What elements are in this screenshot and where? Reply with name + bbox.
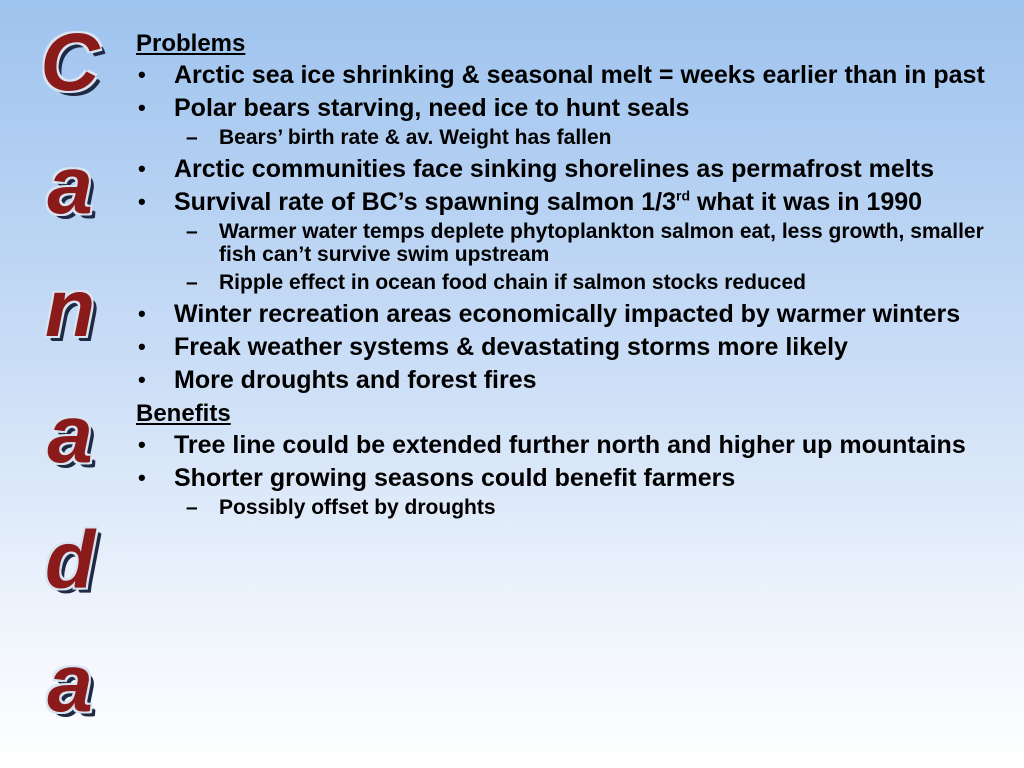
benefit-item — [136, 432, 986, 458]
problem-item — [136, 62, 986, 88]
problem-text-before: Survival rate of BC’s spawning salmon 1/3 — [174, 188, 677, 216]
ordinal-suffix: rd — [676, 187, 691, 204]
bullet-icon: • — [138, 62, 146, 87]
vertical-title-canada — [0, 0, 130, 768]
problem-item — [136, 367, 986, 393]
benefits-heading: Benefits — [136, 400, 231, 427]
problem-item — [136, 156, 986, 182]
benefit-item — [136, 465, 986, 491]
problem-text: Arctic sea ice shrinking & seasonal melt = weeks earlier than in past — [174, 61, 985, 89]
benefit-subitem — [136, 496, 986, 519]
benefit-subtext: Possibly offset by droughts — [219, 496, 496, 519]
problem-text: Freak weather systems & devastating storms more likely — [174, 333, 848, 361]
dash-icon: – — [186, 496, 198, 519]
bullet-icon: • — [138, 465, 146, 490]
problem-text: Polar bears starving, need ice to hunt seals — [174, 94, 690, 122]
title-letter: n — [44, 263, 96, 354]
bullet-icon: • — [138, 301, 146, 326]
problem-text: Arctic communities face sinking shorelines as permafrost melts — [174, 155, 934, 183]
problem-subitem — [136, 271, 986, 294]
title-letter: a — [47, 638, 93, 729]
problem-subtext: Bears’ birth rate & av. Weight has fallen — [219, 126, 612, 149]
dash-icon: – — [186, 126, 198, 149]
bullet-icon: • — [138, 334, 146, 359]
bullet-icon: • — [138, 367, 146, 392]
title-letter: a — [47, 389, 93, 480]
bullet-icon: • — [138, 432, 146, 457]
title-letter: a — [47, 140, 93, 231]
problem-item — [136, 334, 986, 360]
title-letter: C — [40, 17, 100, 108]
title-letter: d — [44, 515, 96, 606]
problem-subtext: Warmer water temps deplete phytoplankton salmon eat, less growth, smaller fish can’t survive swim upstream — [219, 220, 984, 266]
dash-icon: – — [186, 271, 198, 294]
problem-item — [136, 95, 986, 121]
problem-item — [136, 301, 986, 327]
slide-content — [136, 30, 986, 526]
problem-item — [136, 189, 986, 215]
problem-subtext: Ripple effect in ocean food chain if salmon stocks reduced — [219, 271, 806, 294]
problem-text: Winter recreation areas economically impacted by warmer winters — [174, 300, 961, 328]
dash-icon: – — [186, 220, 198, 243]
benefit-text: Tree line could be extended further north and higher up mountains — [174, 431, 966, 459]
problem-subitem — [136, 126, 986, 149]
problems-heading: Problems — [136, 30, 246, 57]
problem-text: More droughts and forest fires — [174, 366, 537, 394]
bullet-icon: • — [138, 189, 146, 214]
benefit-text: Shorter growing seasons could benefit farmers — [174, 464, 736, 492]
bullet-icon: • — [138, 95, 146, 120]
problem-text-after: what it was in 1990 — [690, 188, 923, 216]
bullet-icon: • — [138, 156, 146, 181]
problem-subitem — [136, 220, 986, 266]
